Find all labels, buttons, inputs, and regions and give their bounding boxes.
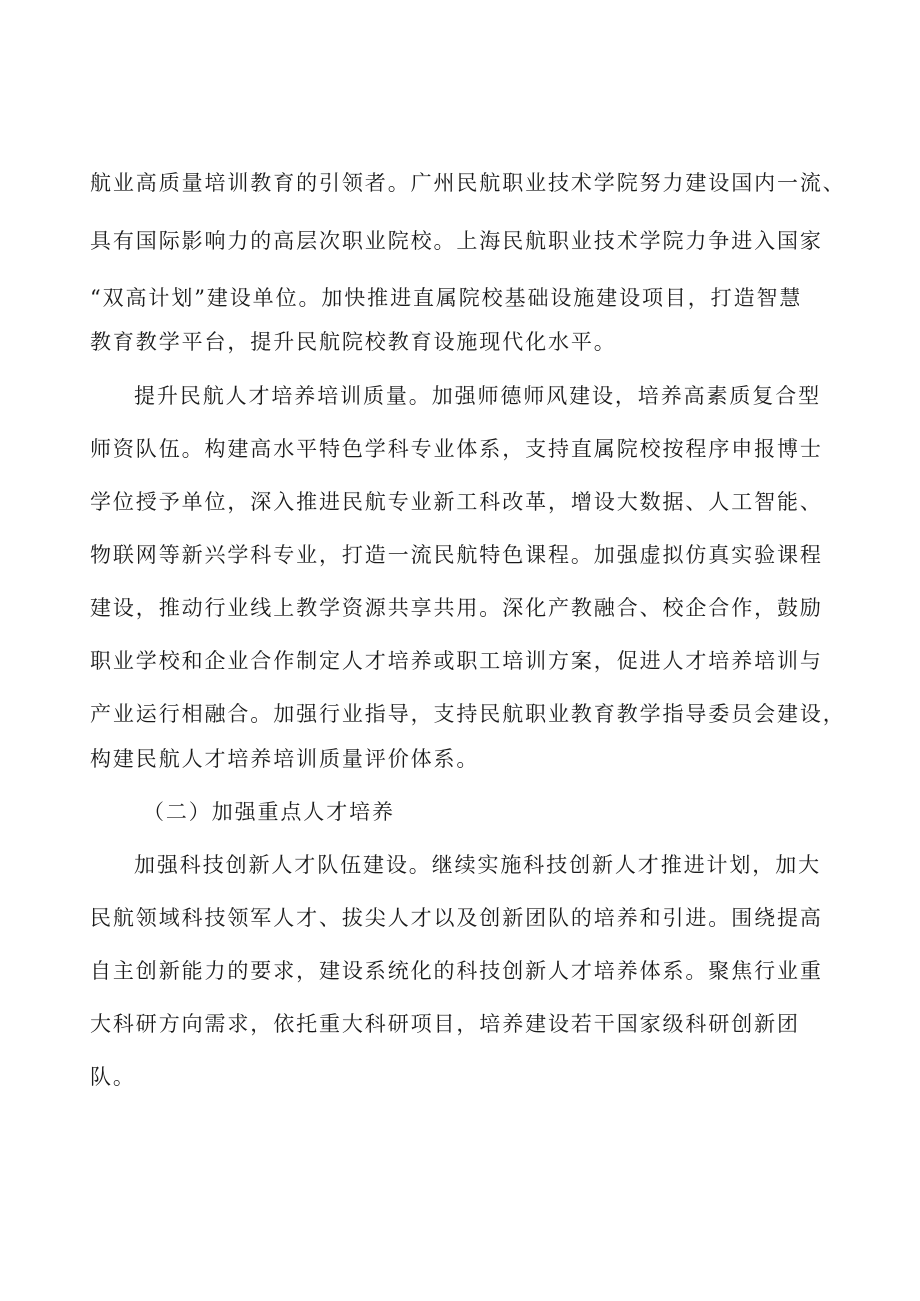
text-line: 加强科技创新人才队伍建设。继续实施科技创新人才推进计划，加大 <box>134 853 821 877</box>
text-line: 师资队伍。构建高水平特色学科专业体系，支持直属院校按程序申报博士 <box>90 437 823 461</box>
text-line: 具有国际影响力的高层次职业院校。上海民航职业技术学院力争进入国家 <box>90 229 823 253</box>
text-line: 航业高质量培训教育的引领者。广州民航职业技术学院努力建设国内一流、 <box>90 171 846 195</box>
text-line: 产业运行相融合。加强行业指导，支持民航职业教育教学指导委员会建设， <box>90 702 846 726</box>
text-line: 提升民航人才培养培训质量。加强师德师风建设，培养高素质复合型 <box>134 384 821 408</box>
text-line: 民航领域科技领军人才、拔尖人才以及创新团队的培养和引进。围绕提高 <box>90 906 823 930</box>
text-line: 教育教学平台，提升民航院校教育设施现代化水平。 <box>90 330 617 354</box>
section-heading: （二）加强重点人才培养 <box>143 800 395 824</box>
text-line: 队。 <box>90 1065 136 1089</box>
text-line: 大科研方向需求，依托重大科研项目，培养建设若干国家级科研创新团 <box>90 1012 800 1036</box>
text-line: 建设，推动行业线上教学资源共享共用。深化产教融合、校企合作，鼓励 <box>90 596 823 620</box>
text-line: 职业学校和企业合作制定人才培养或职工培训方案，促进人才培养培训与 <box>90 649 823 673</box>
text-line: “双高计划”建设单位。加快推进直属院校基础设施建设项目，打造智慧 <box>90 286 803 310</box>
text-line: 物联网等新兴学科专业，打造一流民航特色课程。加强虚拟仿真实验课程 <box>90 543 823 567</box>
text-line: 构建民航人才培养培训质量评价体系。 <box>90 747 480 771</box>
text-line: 自主创新能力的要求，建设系统化的科技创新人才培养体系。聚焦行业重 <box>90 959 823 983</box>
text-line: 学位授予单位，深入推进民航专业新工科改革，增设大数据、人工智能、 <box>90 490 823 514</box>
